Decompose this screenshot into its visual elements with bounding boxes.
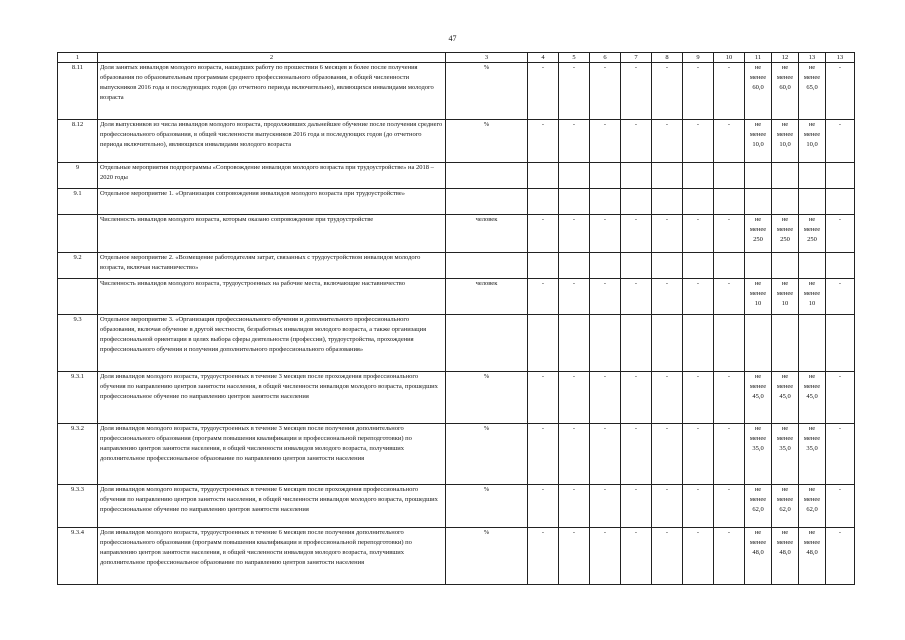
value-cell: - xyxy=(683,485,714,528)
last-column-cell: - xyxy=(826,485,855,528)
row-number: 9 xyxy=(58,163,98,189)
value-cell: - xyxy=(559,528,590,585)
value-cell xyxy=(559,189,590,215)
value-cell: - xyxy=(528,485,559,528)
target-value-line: менее xyxy=(776,290,794,297)
target-value-line: 62,0 xyxy=(779,506,791,513)
target-value-line: не xyxy=(754,280,762,287)
page-number: 47 xyxy=(448,34,457,43)
table-row xyxy=(58,279,855,315)
target-value-line: менее xyxy=(803,496,821,503)
indicator-text: Доля инвалидов молодого возраста, трудоустроенных в течение 6 месяцев после получения дополнительного профессионального образования (программ повышения квалификации и профессиональной переподготовки) по направлению центров занятости населения, в общей численности инвалидов молодого возраста, получивших дополнительное профессиональное образование по направлению центров занятости населения xyxy=(98,528,446,585)
column-header: 8 xyxy=(652,53,683,63)
target-value-line: менее xyxy=(803,383,821,390)
row-number: 9.2 xyxy=(58,253,98,279)
target-value-line: 250 xyxy=(780,236,790,243)
value-cell xyxy=(683,189,714,215)
target-value-line: не xyxy=(808,373,816,380)
last-column-cell: - xyxy=(826,63,855,120)
value-cell xyxy=(621,315,652,372)
target-value-line: 45,0 xyxy=(806,393,818,400)
row-number: 9.3.2 xyxy=(58,424,98,485)
target-value-cell xyxy=(772,279,799,315)
value-cell: - xyxy=(528,63,559,120)
target-value-cell xyxy=(745,279,772,315)
value-cell: - xyxy=(528,424,559,485)
target-value-cell xyxy=(745,485,772,528)
target-value-line: 45,0 xyxy=(752,393,764,400)
target-value-line: менее xyxy=(749,435,767,442)
value-cell: - xyxy=(559,424,590,485)
indicators-table xyxy=(57,52,855,585)
value-cell: - xyxy=(683,120,714,163)
target-value-line: не xyxy=(808,280,816,287)
table-row xyxy=(58,315,855,372)
target-value-line: 10 xyxy=(808,300,816,307)
value-cell: - xyxy=(714,120,745,163)
unit-cell xyxy=(446,189,528,215)
value-cell: - xyxy=(683,372,714,424)
target-value-line: 10,0 xyxy=(779,141,791,148)
target-value-line: не xyxy=(808,529,816,536)
last-column-cell: - xyxy=(826,372,855,424)
last-column-cell: - xyxy=(826,279,855,315)
value-cell xyxy=(621,189,652,215)
target-value-line: менее xyxy=(803,539,821,546)
value-cell: - xyxy=(652,485,683,528)
value-cell: - xyxy=(714,372,745,424)
unit-cell: % xyxy=(446,424,528,485)
value-cell: - xyxy=(590,485,621,528)
target-value-line: не xyxy=(781,425,789,432)
target-value-cell xyxy=(745,189,772,215)
target-value-cell xyxy=(799,485,826,528)
target-value-line: менее xyxy=(803,290,821,297)
target-value-cell xyxy=(799,63,826,120)
target-value-line: 35,0 xyxy=(752,445,764,452)
target-value-cell xyxy=(772,485,799,528)
value-cell xyxy=(528,253,559,279)
value-cell: - xyxy=(528,215,559,253)
target-value-line: менее xyxy=(803,131,821,138)
value-cell: - xyxy=(652,63,683,120)
target-value-cell xyxy=(772,372,799,424)
last-column-cell xyxy=(826,189,855,215)
target-value-cell xyxy=(799,253,826,279)
unit-cell xyxy=(446,163,528,189)
value-cell: - xyxy=(590,215,621,253)
value-cell: - xyxy=(559,63,590,120)
target-value-cell xyxy=(745,424,772,485)
target-value-cell xyxy=(772,120,799,163)
table-row xyxy=(58,528,855,585)
value-cell: - xyxy=(559,120,590,163)
value-cell: - xyxy=(621,424,652,485)
value-cell: - xyxy=(714,485,745,528)
value-cell: - xyxy=(590,424,621,485)
value-cell: - xyxy=(590,372,621,424)
value-cell xyxy=(621,163,652,189)
value-cell: - xyxy=(652,279,683,315)
row-number: 9.3.1 xyxy=(58,372,98,424)
column-header: 4 xyxy=(528,53,559,63)
indicator-text: Доля инвалидов молодого возраста, трудоустроенных в течение 6 месяцев после прохождения профессионального обучения по направлению центров занятости населения, в общей численности инвалидов молодого возраста, прошедших профессиональное обучение по направлению центров занятости населения xyxy=(98,485,446,528)
target-value-line: 10,0 xyxy=(752,141,764,148)
indicator-text: Отдельное мероприятие 2. «Возмещение работодателям затрат, связанных с трудоустройством инвалидов молодого возраста, включая наставничество» xyxy=(98,253,446,279)
unit-cell: % xyxy=(446,372,528,424)
column-header: 2 xyxy=(98,53,446,63)
value-cell xyxy=(528,163,559,189)
value-cell xyxy=(714,189,745,215)
table-row xyxy=(58,215,855,253)
target-value-line: не xyxy=(781,373,789,380)
target-value-line: менее xyxy=(776,435,794,442)
row-number: 9.3 xyxy=(58,315,98,372)
table-row xyxy=(58,63,855,120)
target-value-cell xyxy=(772,63,799,120)
value-cell xyxy=(652,253,683,279)
row-number xyxy=(58,215,98,253)
value-cell xyxy=(652,315,683,372)
indicator-text: Доля выпускников из числа инвалидов молодого возраста, продолживших дальнейшее обучение после получения среднего профессионального образования, в общей численности выпускников 2016 года и последующих годов (до отчетного периода включительно), являющихся инвалидами молодого возраста xyxy=(98,120,446,163)
indicator-text: Доля инвалидов молодого возраста, трудоустроенных в течение 3 месяцев после получения дополнительного профессионального образования (программ повышения квалификации и профессиональной переподготовки) по направлению центров занятости населения, в общей численности инвалидов молодого возраста, получивших дополнительное профессиональное образование по направлению центров занятости населения xyxy=(98,424,446,485)
target-value-line: не xyxy=(808,64,816,71)
value-cell xyxy=(590,163,621,189)
value-cell: - xyxy=(528,528,559,585)
unit-cell: человек xyxy=(446,215,528,253)
row-number xyxy=(58,279,98,315)
value-cell: - xyxy=(652,528,683,585)
value-cell: - xyxy=(559,485,590,528)
target-value-line: 48,0 xyxy=(779,549,791,556)
row-number: 8.11 xyxy=(58,63,98,120)
target-value-line: менее xyxy=(749,539,767,546)
row-number: 9.3.4 xyxy=(58,528,98,585)
table-row xyxy=(58,424,855,485)
target-value-line: менее xyxy=(803,74,821,81)
column-header: 9 xyxy=(683,53,714,63)
target-value-line: 60,0 xyxy=(779,84,791,91)
target-value-cell xyxy=(799,372,826,424)
target-value-cell xyxy=(745,253,772,279)
value-cell xyxy=(714,315,745,372)
value-cell: - xyxy=(559,215,590,253)
target-value-line: не xyxy=(808,216,816,223)
indicator-text: Численность инвалидов молодого возраста, трудоустроенных на рабочие места, включающие наставничество xyxy=(98,279,446,315)
column-header: 7 xyxy=(621,53,652,63)
target-value-line: 10 xyxy=(754,300,762,307)
value-cell: - xyxy=(714,279,745,315)
value-cell: - xyxy=(559,372,590,424)
value-cell: - xyxy=(714,424,745,485)
last-column-cell xyxy=(826,163,855,189)
value-cell: - xyxy=(621,120,652,163)
target-value-line: менее xyxy=(776,74,794,81)
target-value-line: не xyxy=(808,486,816,493)
target-value-cell xyxy=(772,189,799,215)
value-cell: - xyxy=(590,279,621,315)
target-value-line: 62,0 xyxy=(752,506,764,513)
last-column-cell: - xyxy=(826,528,855,585)
value-cell xyxy=(590,315,621,372)
target-value-line: менее xyxy=(749,290,767,297)
target-value-cell xyxy=(799,528,826,585)
target-value-cell xyxy=(772,424,799,485)
value-cell xyxy=(652,189,683,215)
value-cell: - xyxy=(714,528,745,585)
value-cell: - xyxy=(621,372,652,424)
row-number: 8.12 xyxy=(58,120,98,163)
row-number: 9.3.3 xyxy=(58,485,98,528)
value-cell: - xyxy=(683,279,714,315)
target-value-line: 35,0 xyxy=(779,445,791,452)
target-value-cell xyxy=(799,215,826,253)
target-value-line: менее xyxy=(803,435,821,442)
unit-cell: % xyxy=(446,120,528,163)
target-value-line: 65,0 xyxy=(806,84,818,91)
value-cell: - xyxy=(621,485,652,528)
column-header: 13 xyxy=(826,53,855,63)
target-value-cell xyxy=(745,315,772,372)
target-value-cell xyxy=(772,163,799,189)
table-row xyxy=(58,253,855,279)
value-cell xyxy=(621,253,652,279)
target-value-line: не xyxy=(754,425,762,432)
value-cell: - xyxy=(652,424,683,485)
unit-cell xyxy=(446,315,528,372)
column-header: 6 xyxy=(590,53,621,63)
header-row xyxy=(58,53,855,63)
target-value-line: менее xyxy=(749,496,767,503)
value-cell xyxy=(683,315,714,372)
last-column-cell: - xyxy=(826,215,855,253)
target-value-cell xyxy=(745,63,772,120)
value-cell xyxy=(714,163,745,189)
indicator-text: Отдельное мероприятие 3. «Организация профессионального обучения и дополнительного профессионального образования, включая обучение в другой местности, безработных инвалидов молодого возраста, а также организация профессиональной ориентации в целях выбора сферы деятельности (профессии), трудоустройства, прохождения профессионального обучения и получения дополнительного профессионального образования» xyxy=(98,315,446,372)
target-value-line: менее xyxy=(776,226,794,233)
last-column-cell: - xyxy=(826,120,855,163)
target-value-cell xyxy=(772,315,799,372)
target-value-cell xyxy=(772,528,799,585)
value-cell: - xyxy=(652,120,683,163)
value-cell: - xyxy=(652,215,683,253)
table-row xyxy=(58,163,855,189)
value-cell: - xyxy=(621,528,652,585)
target-value-line: 250 xyxy=(807,236,817,243)
value-cell: - xyxy=(714,215,745,253)
target-value-cell xyxy=(772,215,799,253)
unit-cell: человек xyxy=(446,279,528,315)
unit-cell xyxy=(446,253,528,279)
target-value-line: не xyxy=(754,486,762,493)
value-cell xyxy=(559,163,590,189)
table-row xyxy=(58,189,855,215)
value-cell: - xyxy=(683,424,714,485)
row-number: 9.1 xyxy=(58,189,98,215)
target-value-cell xyxy=(799,189,826,215)
target-value-cell xyxy=(745,215,772,253)
value-cell: - xyxy=(683,528,714,585)
target-value-line: не xyxy=(754,121,762,128)
target-value-line: менее xyxy=(776,539,794,546)
last-column-cell: - xyxy=(826,424,855,485)
target-value-cell xyxy=(799,120,826,163)
target-value-line: не xyxy=(754,64,762,71)
value-cell xyxy=(590,253,621,279)
table-row xyxy=(58,485,855,528)
target-value-line: не xyxy=(781,216,789,223)
target-value-cell xyxy=(745,372,772,424)
value-cell xyxy=(714,253,745,279)
indicator-text: Доля занятых инвалидов молодого возраста, нашедших работу по прошествии 6 месяцев и более после получения образования по образовательным программам среднего профессионального образования, в общей численности выпускников 2016 года и последующих годов (до отчетного периода включительно), являющихся инвалидами молодого возраста xyxy=(98,63,446,120)
unit-cell: % xyxy=(446,485,528,528)
target-value-line: не xyxy=(808,425,816,432)
value-cell xyxy=(559,253,590,279)
value-cell: - xyxy=(559,279,590,315)
indicator-text: Доля инвалидов молодого возраста, трудоустроенных в течение 3 месяцев после прохождения профессионального обучения по направлению центров занятости населения, в общей численности инвалидов молодого возраста, прошедших профессиональное обучение по направлению центров занятости населения xyxy=(98,372,446,424)
last-column-cell xyxy=(826,315,855,372)
target-value-cell xyxy=(799,315,826,372)
value-cell xyxy=(590,189,621,215)
column-header: 3 xyxy=(446,53,528,63)
value-cell: - xyxy=(683,63,714,120)
value-cell: - xyxy=(528,120,559,163)
target-value-cell xyxy=(799,424,826,485)
value-cell: - xyxy=(621,215,652,253)
table-row xyxy=(58,372,855,424)
target-value-line: 250 xyxy=(753,236,763,243)
target-value-line: 48,0 xyxy=(752,549,764,556)
column-header: 5 xyxy=(559,53,590,63)
last-column-cell xyxy=(826,253,855,279)
value-cell xyxy=(559,315,590,372)
target-value-cell xyxy=(799,163,826,189)
target-value-line: 10 xyxy=(781,300,789,307)
target-value-line: менее xyxy=(776,383,794,390)
target-value-cell xyxy=(745,163,772,189)
target-value-cell xyxy=(799,279,826,315)
value-cell: - xyxy=(652,372,683,424)
value-cell: - xyxy=(714,63,745,120)
target-value-cell xyxy=(772,253,799,279)
target-value-line: не xyxy=(781,280,789,287)
target-value-line: 60,0 xyxy=(752,84,764,91)
value-cell: - xyxy=(683,215,714,253)
column-header: 13 xyxy=(799,53,826,63)
target-value-line: не xyxy=(781,121,789,128)
target-value-line: 48,0 xyxy=(806,549,818,556)
unit-cell: % xyxy=(446,63,528,120)
value-cell xyxy=(683,253,714,279)
target-value-line: не xyxy=(754,216,762,223)
target-value-cell xyxy=(745,528,772,585)
value-cell xyxy=(683,163,714,189)
target-value-line: не xyxy=(754,529,762,536)
indicator-text: Отдельные мероприятия подпрограммы «Сопровождение инвалидов молодого возраста при трудоустройстве» на 2018 – 2020 годы xyxy=(98,163,446,189)
target-value-line: не xyxy=(781,486,789,493)
target-value-line: менее xyxy=(749,131,767,138)
value-cell xyxy=(528,315,559,372)
column-header: 10 xyxy=(714,53,745,63)
target-value-line: менее xyxy=(776,131,794,138)
value-cell: - xyxy=(621,279,652,315)
value-cell: - xyxy=(528,372,559,424)
target-value-line: 35,0 xyxy=(806,445,818,452)
target-value-line: менее xyxy=(749,383,767,390)
target-value-line: не xyxy=(754,373,762,380)
value-cell: - xyxy=(590,528,621,585)
target-value-line: 62,0 xyxy=(806,506,818,513)
indicator-text: Отдельное мероприятие 1. «Организация сопровождения инвалидов молодого возраста при трудоустройстве» xyxy=(98,189,446,215)
value-cell: - xyxy=(590,120,621,163)
target-value-line: не xyxy=(808,121,816,128)
value-cell: - xyxy=(528,279,559,315)
value-cell xyxy=(528,189,559,215)
target-value-line: менее xyxy=(803,226,821,233)
target-value-line: менее xyxy=(749,74,767,81)
unit-cell: % xyxy=(446,528,528,585)
target-value-cell xyxy=(745,120,772,163)
indicator-text: Численность инвалидов молодого возраста, которым оказано сопровождение при трудоустройстве xyxy=(98,215,446,253)
column-header: 11 xyxy=(745,53,772,63)
column-header: 12 xyxy=(772,53,799,63)
target-value-line: 10,0 xyxy=(806,141,818,148)
value-cell: - xyxy=(621,63,652,120)
value-cell: - xyxy=(590,63,621,120)
target-value-line: 45,0 xyxy=(779,393,791,400)
target-value-line: менее xyxy=(749,226,767,233)
target-value-line: не xyxy=(781,529,789,536)
target-value-line: не xyxy=(781,64,789,71)
value-cell xyxy=(652,163,683,189)
table-row xyxy=(58,120,855,163)
column-header: 1 xyxy=(58,53,98,63)
target-value-line: менее xyxy=(776,496,794,503)
